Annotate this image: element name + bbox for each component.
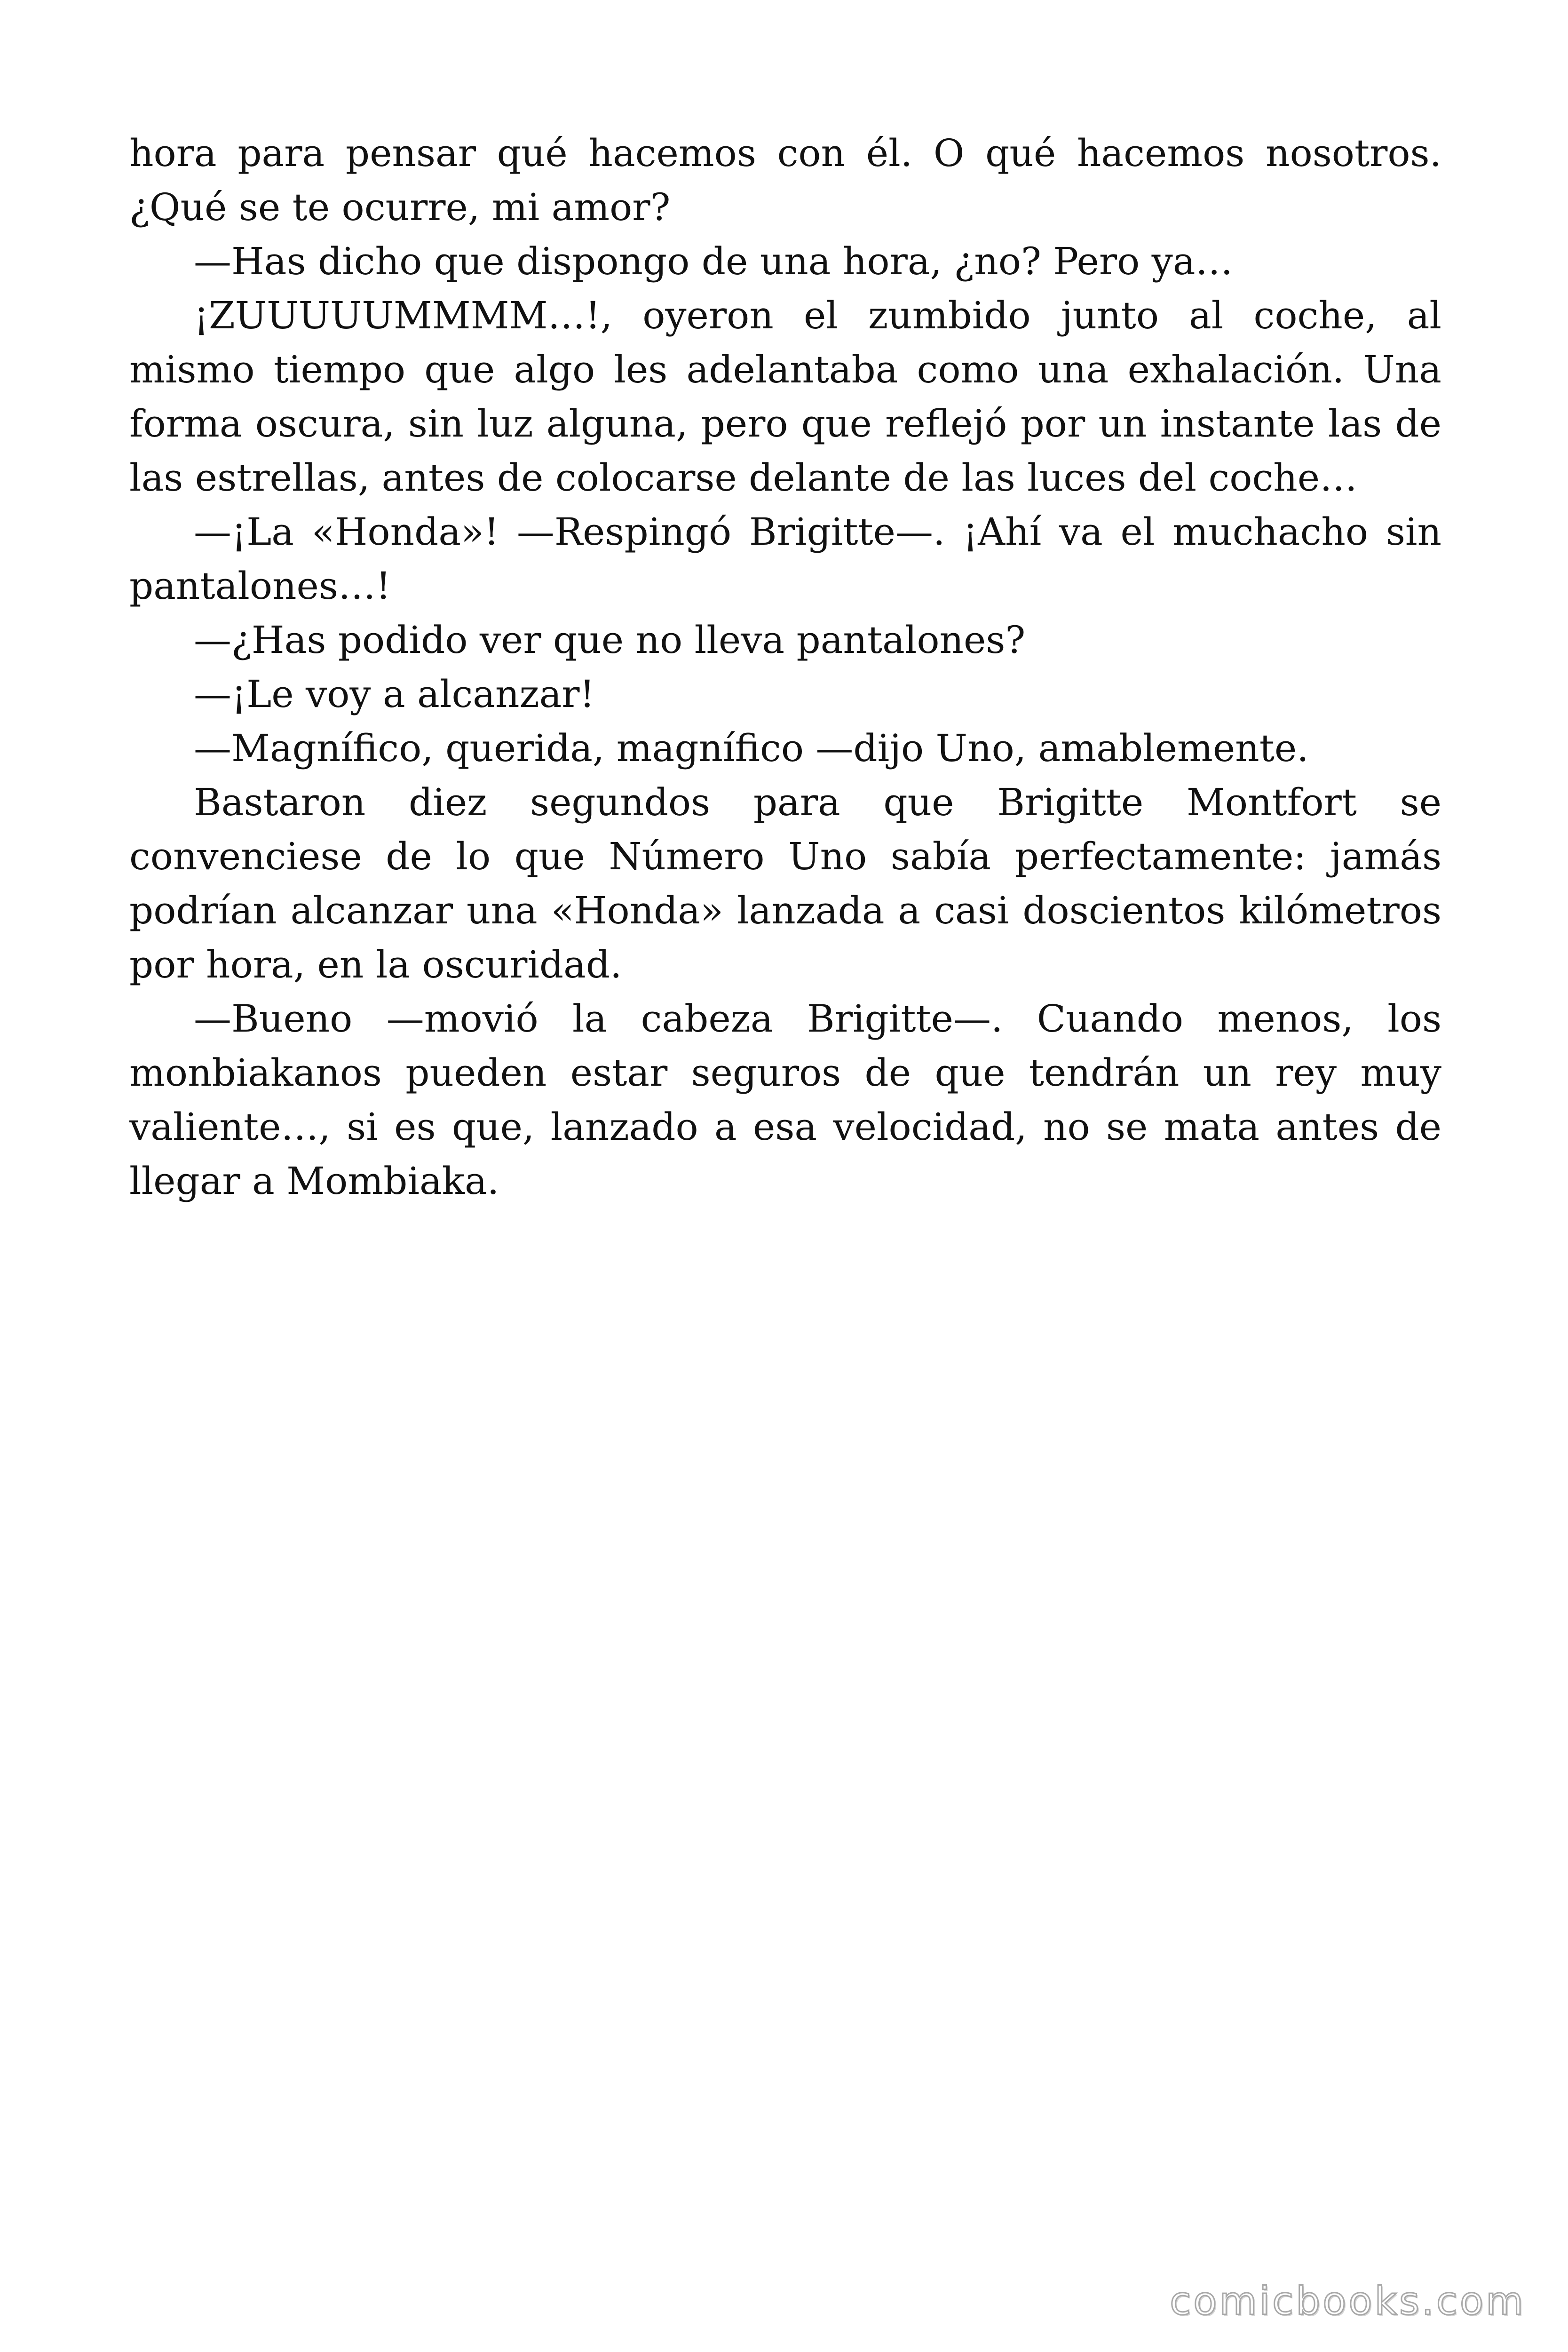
body-text <box>129 126 1441 1208</box>
paragraph: Bastaron diez segundos para que Brigitte Montfort se convenciese de lo que Número Uno sabía perfectamente: jamás podrían alcanzar una «Honda» lanzada a casi doscientos kilómetros por hora, en la oscuridad. <box>129 780 1441 986</box>
paragraph: —Magnífico, querida, magnífico —dijo Uno, amablemente. <box>194 726 1309 770</box>
paragraph: —¡La «Honda»! —Respingó Brigitte—. ¡Ahí va el muchacho sin pantalones…! <box>129 510 1441 608</box>
paragraph: —Bueno —movió la cabeza Brigitte—. Cuando menos, los monbiakanos pueden estar seguros de que tendrán un rey muy valiente…, si es que, lanzado a esa velocidad, no se mata antes de llegar a Mombiaka. <box>129 997 1441 1203</box>
paragraph: —¿Has podido ver que no lleva pantalones? <box>194 618 1026 662</box>
paragraph: —¡Le voy a alcanzar! <box>194 672 595 716</box>
paragraph: hora para pensar qué hacemos con él. O qué hacemos nosotros. ¿Qué se te ocurre, mi amor? <box>129 131 1441 229</box>
paragraph: ¡ZUUUUUMMMM…!, oyeron el zumbido junto al coche, al mismo tiempo que algo les adelantaba como una exhalación. Una forma oscura, sin luz alguna, pero que reflejó por un instante las de las estrellas, antes de colocarse delante de las luces del coche… <box>129 294 1441 500</box>
watermark: comicbooks.com <box>1170 2279 1526 2324</box>
paragraph: —Has dicho que dispongo de una hora, ¿no? Pero ya… <box>194 239 1233 283</box>
